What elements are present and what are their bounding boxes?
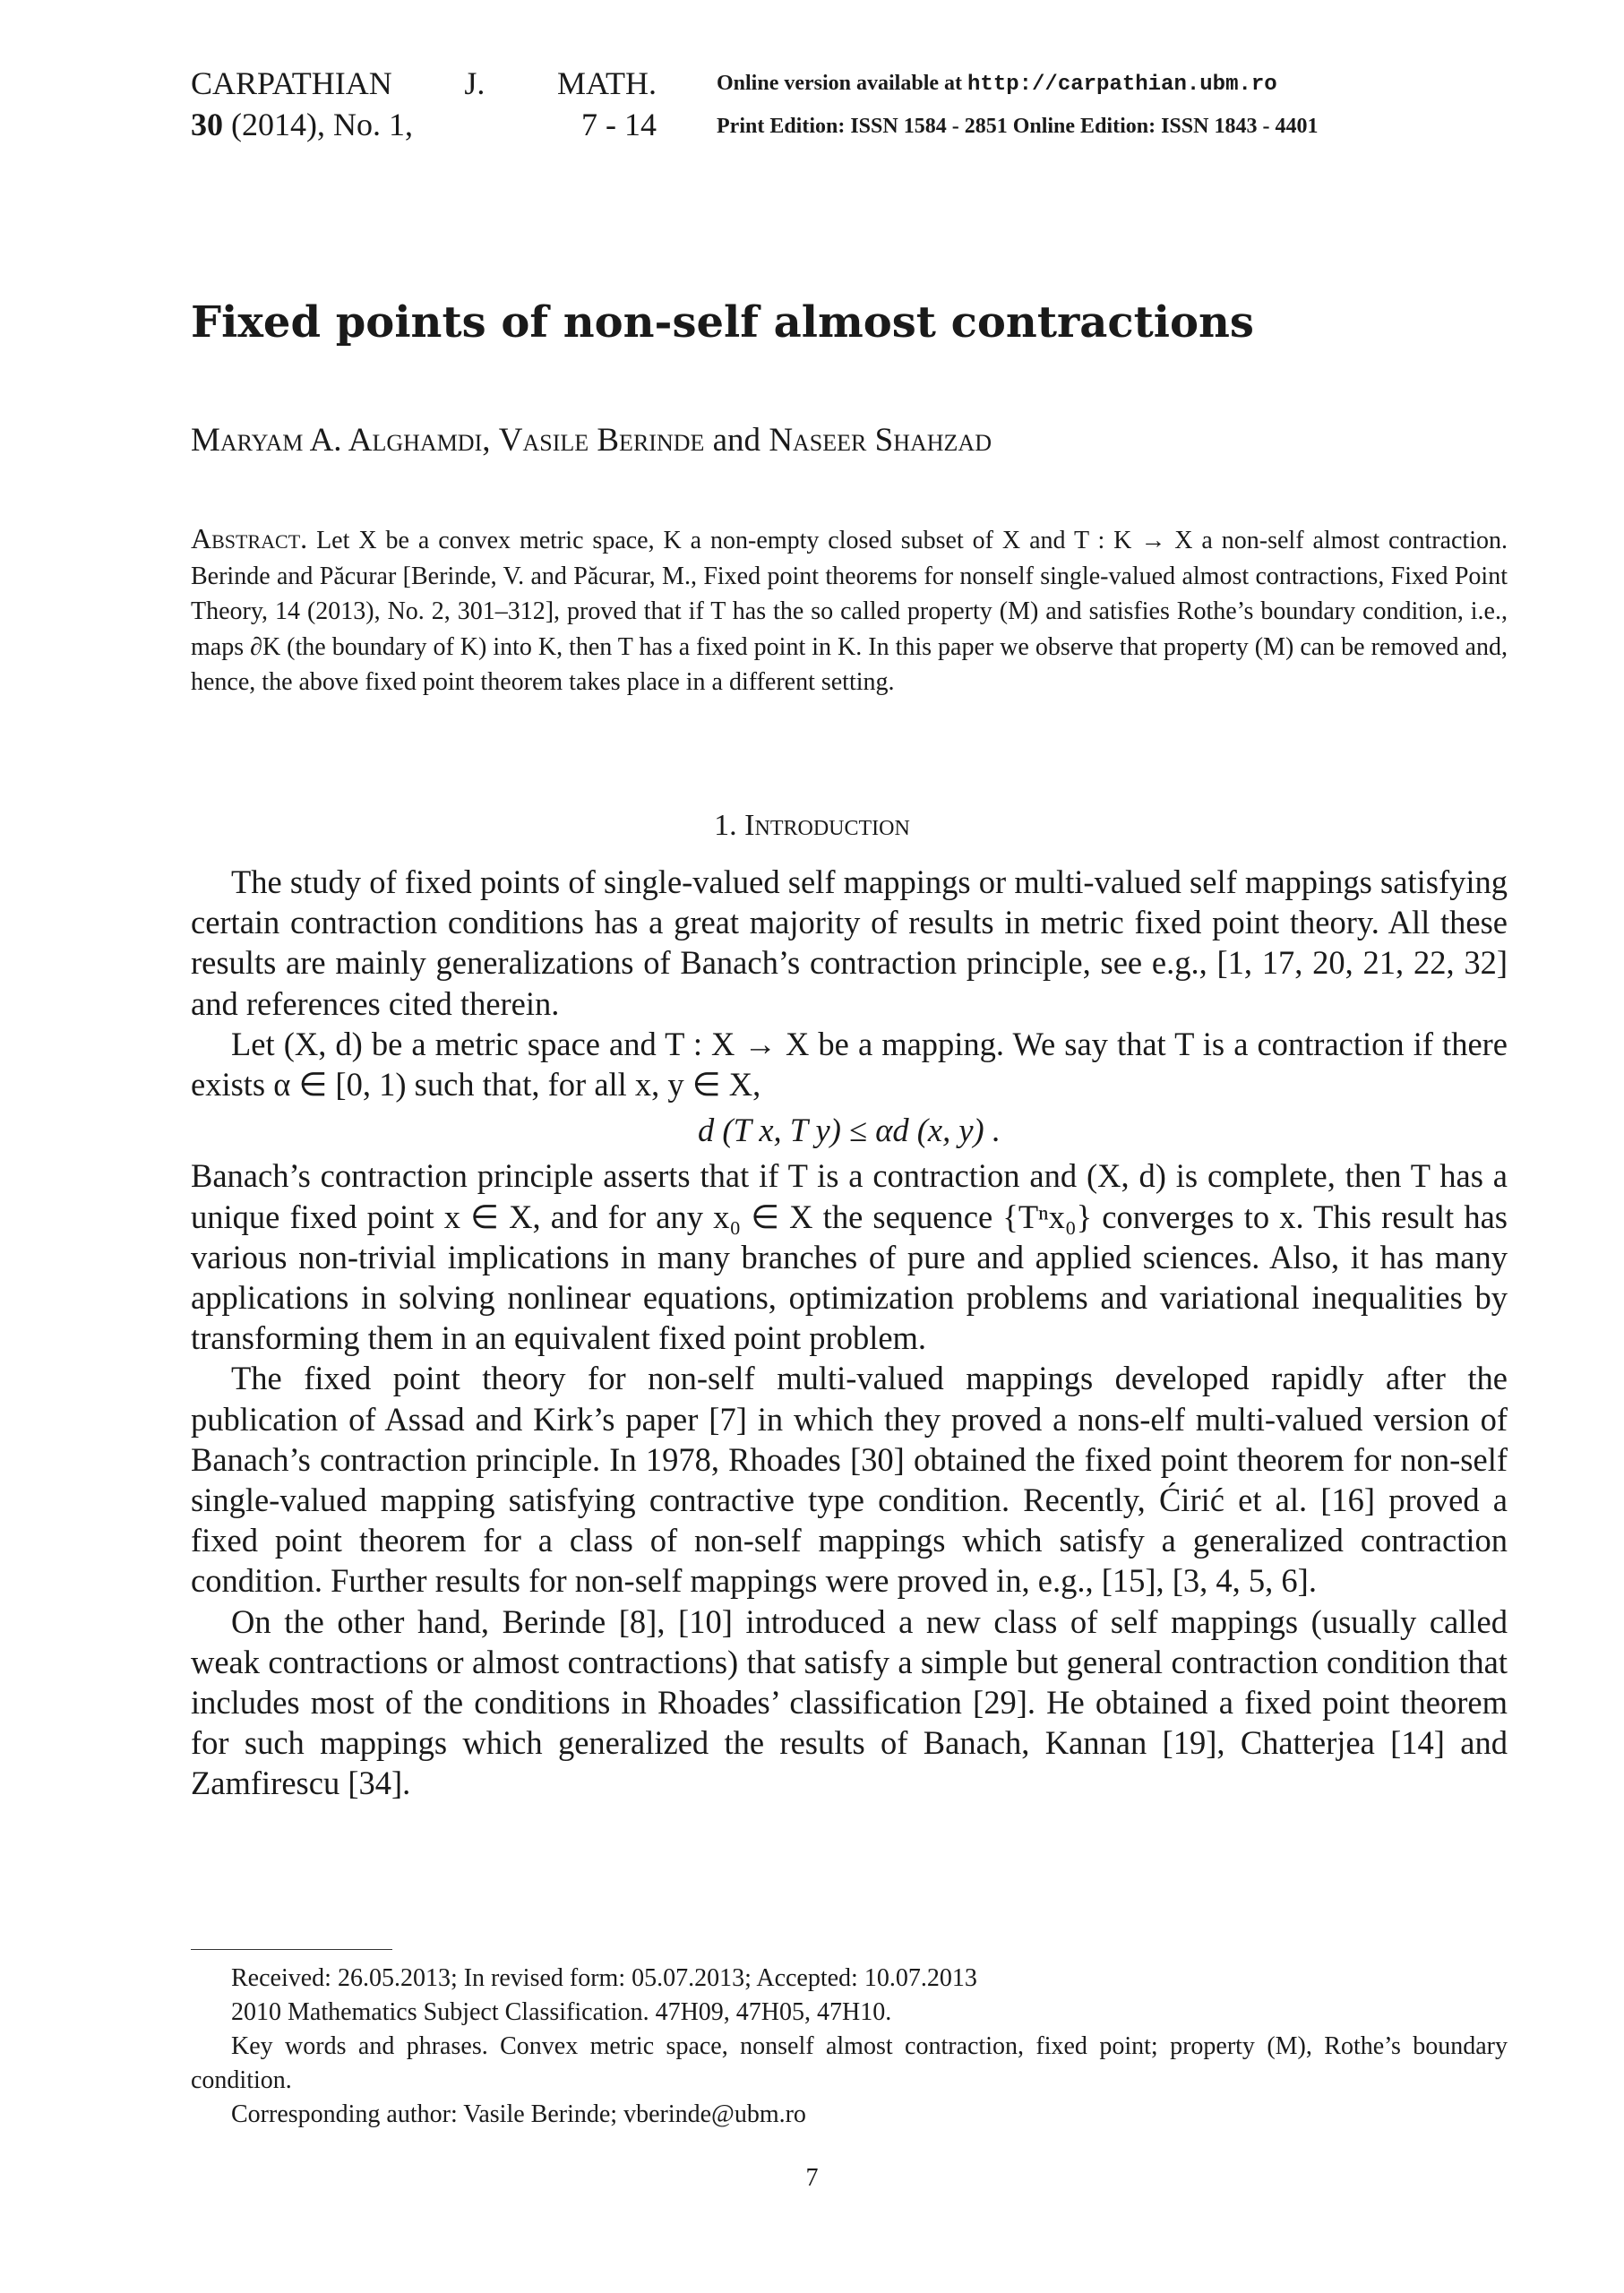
abstract-heading: Abstract. — [191, 522, 308, 554]
page-number: 7 — [805, 2164, 819, 2192]
author-list: Maryam A. Alghamdi, Vasile Berinde and Naseer Shahzad — [191, 422, 992, 459]
journal-name-word: J. — [464, 65, 485, 101]
display-equation: d (T x, T y) ≤ αd (x, y) . — [698, 1112, 1001, 1149]
footnotes — [191, 1962, 1508, 2132]
paragraph: The study of fixed points of single-valued self mappings or multi-valued self mappings satisfying certain contraction conditions has a great majority of results in metric fixed point theory. All these results are mainly generalizations of Banach’s contraction principle, see e.g., [1, 17, 20, 21, 22, 32] and references cited therein. — [191, 863, 1508, 1022]
journal-name-word: MATH. — [556, 65, 657, 101]
author-3: Naseer Shahzad — [769, 422, 992, 459]
msc-classification: 2010 Mathematics Subject Classification. 47H09, 47H05, 47H10. — [231, 1998, 892, 2026]
body-text — [191, 862, 1508, 1804]
journal-header — [191, 63, 657, 145]
page-range: 7 - 14 — [581, 107, 657, 142]
paragraph: Let (X, d) be a metric space and T : X → X be a mapping. We say that T is a contraction if there exists α ∈ [0, 1) such that, for all x, y ∈ X, — [191, 1025, 1508, 1104]
paper-title: Fixed points of non-self almost contractions — [191, 297, 1254, 348]
journal-url[interactable]: http://carpathian.ubm.ro — [967, 73, 1277, 97]
keywords: Key words and phrases. Convex metric space, nonself almost contraction, fixed point; property (M), Rothe’s boundary condition. — [191, 2032, 1508, 2094]
paragraph: The fixed point theory for non-self multi-valued mappings developed rapidly after the publication of Assad and Kirk’s paper [7] in which they proved a nons-elf multi-valued version of Banach’s contraction principle. In 1978, Rhoades [30] obtained the fixed point theorem for non-self single-valued mapping satisfying contractive type condition. Recently, Ćirić et al. [16] proved a fixed point theorem for a class of non-self mappings which satisfy a generalized contraction condition. Further results for non-self mappings were proved in, e.g., [15], [3, 4, 5, 6]. — [191, 1360, 1508, 1600]
section-heading: 1. Introduction — [714, 809, 910, 842]
author-2: Vasile Berinde — [498, 422, 705, 459]
paragraph: On the other hand, Berinde [8], [10] introduced a new class of self mappings (usually called weak contractions or almost contractions) that satisfy a simple but general contraction condition that includes most of the conditions in Rhoades’ classification [29]. He obtained a fixed point theorem for such mappings which generalized the results of Banach, Kannan [19], Chatterjea [14] and Zamfirescu [34]. — [191, 1602, 1508, 1802]
author-1: Maryam A. Alghamdi — [191, 422, 483, 459]
paragraph: Banach’s contraction principle asserts that if T is a contraction and (X, d) is complete, then T has a unique fixed point x ∈ X, and for any x₀ ∈ X the sequence {Tⁿx₀} converges to x. This result has various non-trivial implications in many branches of pure and applied sciences. Also, it has many applications in solving nonlinear equations, optimization problems and variational inequalities by transforming them in an equivalent fixed point problem. — [191, 1157, 1508, 1357]
online-info: Online version available at http://carpathian.ubm.ro Print Edition: ISSN 1584 - 2851 Online Edition: ISSN 1843 - 4401 — [717, 63, 1594, 147]
abstract-text: Let X be a convex metric space, K a non-empty closed subset of X and T : K → X a non-self almost contraction. Berinde and Păcurar [Berinde, V. and Păcurar, M., Fixed point theorems for nonself single-valued almost contractions, Fixed Point Theory, 14 (2013), No. 2, 301–312], proved that if T has the so called property (M) and satisfies Rothe’s boundary condition, i.e., maps ∂K (the boundary of K) into K, then T has a fixed point in K. In this paper we observe that property (M) can be removed and, hence, the above fixed point theorem takes place in a different setting. — [191, 527, 1508, 696]
footnote-rule — [191, 1949, 392, 1950]
abstract — [191, 521, 1508, 700]
journal-name-word: CARPATHIAN — [191, 65, 392, 101]
issn-line: Print Edition: ISSN 1584 - 2851 Online Edition: ISSN 1843 - 4401 — [717, 115, 1319, 138]
volume-issue: 30 (2014), No. 1, — [191, 107, 413, 142]
corresponding-author: Corresponding author: Vasile Berinde; vberinde@ubm.ro — [231, 2100, 806, 2128]
received-dates: Received: 26.05.2013; In revised form: 05.07.2013; Accepted: 10.07.2013 — [231, 1964, 977, 1992]
